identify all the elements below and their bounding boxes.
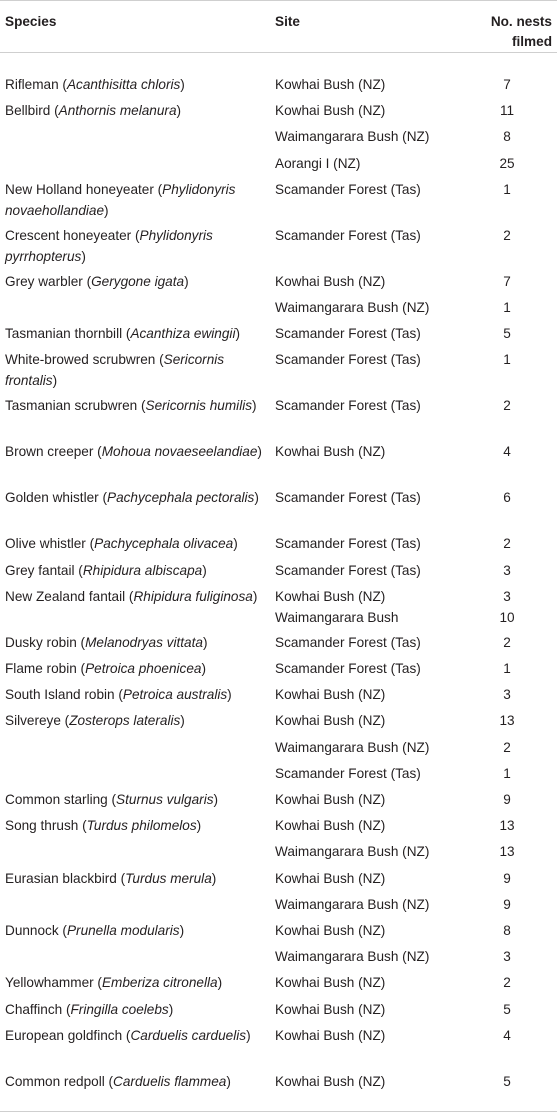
species-close-paren: ) <box>201 661 206 676</box>
species-close-paren: ) <box>176 103 182 119</box>
species-close-paren: ) <box>217 975 223 991</box>
cell-nests-filmed: 13 <box>499 818 515 834</box>
species-common-name: Chaffinch ( <box>5 1001 71 1017</box>
cell-nests-filmed: 13 <box>499 844 515 860</box>
cell-species <box>5 560 270 581</box>
cell-species <box>5 487 270 508</box>
cell-species <box>5 441 270 462</box>
cell-site: Kowhai Bush (NZ) <box>275 1073 386 1089</box>
cell-species <box>5 271 270 292</box>
table-row <box>0 179 557 225</box>
header-nests-line-1: No. nests <box>490 14 552 29</box>
cell-nests-filmed: 9 <box>503 792 511 807</box>
cell-site: Kowhai Bush (NZ) <box>275 77 386 92</box>
cell-nests-filmed: 1 <box>503 300 511 315</box>
cell-site: Kowhai Bush (NZ) <box>275 588 386 604</box>
species-common-name: Golden whistler ( <box>5 490 107 506</box>
cell-species <box>5 710 270 731</box>
species-scientific-name: Sturnus vulgaris <box>116 792 214 807</box>
cell-site: Scamander Forest (Tas) <box>275 661 421 676</box>
cell-nests-filmed: 1 <box>503 352 511 368</box>
species-common-name: Rifleman ( <box>5 77 67 92</box>
cell-species <box>5 179 270 221</box>
cell-nests-filmed: 2 <box>503 227 511 243</box>
table-bottom-rule <box>0 1111 557 1112</box>
species-common-name: South Island robin ( <box>5 687 123 703</box>
table-row <box>0 153 557 179</box>
species-close-paren: ) <box>235 326 241 342</box>
cell-nests-filmed: 2 <box>503 739 511 755</box>
cell-nests-filmed: 7 <box>503 77 511 92</box>
species-common-name: Grey fantail ( <box>5 562 83 578</box>
cell-species <box>5 100 270 121</box>
cell-nests-filmed: 9 <box>503 896 511 912</box>
species-scientific-name: Zosterops lateralis <box>69 713 181 729</box>
cell-nests-filmed: 3 <box>503 687 511 703</box>
species-close-paren: ) <box>227 687 232 703</box>
species-scientific-name: Phylidonyris novaehollandiae <box>5 181 236 218</box>
species-scientific-name: Fringilla coelebs <box>70 1001 169 1017</box>
species-common-name: Olive whistler ( <box>5 536 95 552</box>
species-close-paren: ) <box>252 398 257 414</box>
table-header <box>0 0 557 52</box>
species-scientific-name: Petroica australis <box>122 687 228 703</box>
cell-site: Kowhai Bush (NZ) <box>275 1027 386 1043</box>
cell-site: Kowhai Bush (NZ) <box>275 103 386 119</box>
cell-nests-filmed: 8 <box>503 129 511 145</box>
cell-nests-filmed: 3 <box>503 588 511 604</box>
table-row <box>0 487 557 533</box>
cell-site: Waimangarara Bush (NZ) <box>275 949 430 965</box>
species-common-name: New Zealand fantail ( <box>5 588 134 604</box>
table-row <box>0 271 557 297</box>
species-common-name: Crescent honeyeater ( <box>5 227 140 243</box>
cell-site: Kowhai Bush (NZ) <box>275 273 386 289</box>
species-close-paren: ) <box>179 923 185 938</box>
table-row <box>0 920 557 946</box>
cell-site: Scamander Forest (Tas) <box>275 326 421 342</box>
cell-species <box>5 1071 270 1092</box>
species-common-name: Common redpoll ( <box>5 1073 114 1089</box>
cell-site: Kowhai Bush (NZ) <box>275 975 386 991</box>
cell-nests-filmed: 8 <box>503 923 511 938</box>
table-header-rule <box>0 52 557 53</box>
table-row <box>0 684 557 710</box>
species-scientific-name: Phylidonyris pyrrhopterus <box>5 227 213 264</box>
cell-site: Kowhai Bush (NZ) <box>275 713 386 729</box>
table-row <box>0 297 557 323</box>
cell-site: Scamander Forest (Tas) <box>275 562 421 578</box>
table-row <box>0 1071 557 1097</box>
species-common-name: Dusky robin ( <box>5 634 86 650</box>
species-close-paren: ) <box>81 248 86 264</box>
species-close-paren: ) <box>180 77 185 92</box>
species-scientific-name: Pachycephala olivacea <box>94 536 234 552</box>
species-common-name: Dunnock ( <box>5 923 67 938</box>
cell-site: Kowhai Bush (NZ) <box>275 1001 386 1017</box>
species-close-paren: ) <box>211 870 217 886</box>
cell-species <box>5 658 270 679</box>
table-row <box>0 815 557 841</box>
species-common-name: New Holland honeyeater ( <box>5 181 163 197</box>
table-row <box>0 349 557 395</box>
cell-nests-filmed: 5 <box>503 1001 511 1017</box>
species-close-paren: ) <box>52 373 58 389</box>
table-row <box>0 737 557 763</box>
cell-nests-filmed: 3 <box>503 562 511 578</box>
table-row <box>0 225 557 271</box>
cell-nests-filmed: 1 <box>503 765 511 781</box>
table-row <box>0 632 557 658</box>
species-close-paren: ) <box>202 562 207 578</box>
table-row <box>0 658 557 684</box>
species-close-paren: ) <box>180 713 185 729</box>
table-row <box>0 395 557 441</box>
table-row <box>0 789 557 815</box>
cell-species <box>5 684 270 705</box>
table-row <box>0 999 557 1025</box>
cell-nests-filmed: 4 <box>503 444 511 460</box>
cell-site: Kowhai Bush (NZ) <box>275 792 386 807</box>
table-row <box>0 946 557 972</box>
table-row <box>0 894 557 920</box>
species-common-name: White-browed scrubwren ( <box>5 352 164 368</box>
cell-site: Kowhai Bush (NZ) <box>275 444 386 460</box>
cell-nests-filmed: 2 <box>503 398 511 414</box>
species-close-paren: ) <box>104 202 109 218</box>
cell-nests-filmed: 6 <box>503 490 511 506</box>
table-row <box>0 586 557 632</box>
header-site: Site <box>275 14 300 29</box>
cell-nests-filmed: 1 <box>503 181 511 197</box>
species-common-name: Yellowhammer ( <box>5 975 102 991</box>
species-close-paren: ) <box>168 1001 174 1017</box>
table-row <box>0 972 557 998</box>
table-row <box>0 533 557 559</box>
species-close-paren: ) <box>226 1073 231 1089</box>
cell-nests-filmed: 10 <box>499 609 515 625</box>
species-close-paren: ) <box>196 818 202 834</box>
table-row <box>0 74 557 100</box>
cell-species <box>5 323 270 344</box>
table-row <box>0 868 557 894</box>
species-scientific-name: Melanodryas vittata <box>85 634 203 650</box>
cell-site: Scamander Forest (Tas) <box>275 490 421 506</box>
cell-site: Scamander Forest (Tas) <box>275 634 421 650</box>
cell-site: Aorangi I (NZ) <box>275 155 361 171</box>
species-scientific-name: Petroica phoenicea <box>85 661 202 676</box>
species-scientific-name: Anthornis melanura <box>58 103 177 119</box>
cell-site: Kowhai Bush (NZ) <box>275 923 386 938</box>
cell-site: Scamander Forest (Tas) <box>275 227 421 243</box>
species-common-name: Grey warbler ( <box>5 273 92 289</box>
species-common-name: Brown creeper ( <box>5 444 102 460</box>
cell-species <box>5 632 270 653</box>
cell-species <box>5 789 270 810</box>
species-scientific-name: Pachycephala pectoralis <box>107 490 255 506</box>
cell-site: Waimangarara Bush <box>275 609 399 625</box>
cell-site: Waimangarara Bush (NZ) <box>275 129 430 145</box>
cell-nests-filmed: 5 <box>503 326 511 342</box>
cell-nests-filmed: 1 <box>503 661 511 676</box>
cell-species <box>5 920 270 941</box>
species-close-paren: ) <box>184 273 189 289</box>
species-close-paren: ) <box>202 634 208 650</box>
cell-site: Kowhai Bush (NZ) <box>275 687 386 703</box>
species-scientific-name: Emberiza citronella <box>101 975 218 991</box>
table-row <box>0 126 557 152</box>
cell-site: Scamander Forest (Tas) <box>275 398 421 414</box>
species-close-paren: ) <box>252 588 258 604</box>
cell-species <box>5 972 270 993</box>
cell-site: Kowhai Bush (NZ) <box>275 870 386 886</box>
cell-species <box>5 533 270 554</box>
table-row <box>0 763 557 789</box>
species-scientific-name: Mohoua novaeseelandiae <box>101 444 258 460</box>
species-scientific-name: Gerygone igata <box>91 273 185 289</box>
species-common-name: Eurasian blackbird ( <box>5 870 126 886</box>
species-scientific-name: Carduelis carduelis <box>130 1027 247 1043</box>
table-row <box>0 710 557 736</box>
species-common-name: Tasmanian thornbill ( <box>5 326 131 342</box>
cell-species <box>5 586 270 607</box>
cell-site: Kowhai Bush (NZ) <box>275 818 386 834</box>
species-scientific-name: Acanthiza ewingii <box>130 326 236 342</box>
species-scientific-name: Turdus philomelos <box>86 818 197 834</box>
species-close-paren: ) <box>257 444 262 460</box>
species-scientific-name: Prunella modularis <box>66 923 180 938</box>
header-nests-line-2: filmed <box>511 34 552 49</box>
cell-nests-filmed: 9 <box>503 870 511 886</box>
species-common-name: Song thrush ( <box>5 818 87 834</box>
cell-site: Scamander Forest (Tas) <box>275 181 421 197</box>
table-row <box>0 441 557 487</box>
cell-site: Waimangarara Bush (NZ) <box>275 844 430 860</box>
cell-site: Scamander Forest (Tas) <box>275 536 421 552</box>
species-scientific-name: Turdus merula <box>125 870 212 886</box>
cell-nests-filmed: 2 <box>503 536 511 552</box>
species-close-paren: ) <box>233 536 238 552</box>
species-close-paren: ) <box>246 1027 251 1043</box>
species-close-paren: ) <box>254 490 259 506</box>
header-nests-label <box>491 14 552 49</box>
species-common-name: Common starling ( <box>5 792 117 807</box>
species-scientific-name: Sericornis frontalis <box>5 352 225 389</box>
table-row <box>0 841 557 867</box>
cell-nests-filmed: 7 <box>503 273 511 289</box>
species-scientific-name: Acanthisitta chloris <box>66 77 181 92</box>
header-species: Species <box>5 14 57 29</box>
species-common-name: Tasmanian scrubwren ( <box>5 398 146 414</box>
cell-nests-filmed: 25 <box>499 155 515 171</box>
cell-nests-filmed: 13 <box>499 713 515 729</box>
species-scientific-name: Rhipidura fuliginosa <box>133 588 253 604</box>
cell-species <box>5 395 270 416</box>
cell-species <box>5 1025 270 1046</box>
cell-species <box>5 74 270 95</box>
species-common-name: European goldfinch ( <box>5 1027 131 1043</box>
species-scientific-name: Sericornis humilis <box>145 398 253 414</box>
species-common-name: Bellbird ( <box>5 103 59 119</box>
cell-nests-filmed: 3 <box>503 949 511 965</box>
cell-species <box>5 999 270 1020</box>
species-scientific-name: Carduelis flammea <box>113 1073 227 1089</box>
species-common-name: Flame robin ( <box>5 661 86 676</box>
cell-species <box>5 815 270 836</box>
species-common-name: Silvereye ( <box>5 713 70 729</box>
cell-site: Scamander Forest (Tas) <box>275 765 421 781</box>
cell-site: Waimangarara Bush (NZ) <box>275 896 430 912</box>
cell-site: Waimangarara Bush (NZ) <box>275 300 430 315</box>
cell-nests-filmed: 11 <box>499 103 515 119</box>
cell-nests-filmed: 4 <box>503 1027 511 1043</box>
table-row <box>0 1025 557 1071</box>
cell-species <box>5 349 270 391</box>
cell-nests-filmed: 2 <box>503 634 511 650</box>
table-row <box>0 100 557 126</box>
cell-species <box>5 225 270 267</box>
table-row <box>0 560 557 586</box>
cell-site: Waimangarara Bush (NZ) <box>275 739 430 755</box>
species-scientific-name: Rhipidura albiscapa <box>82 562 203 578</box>
table-row <box>0 323 557 349</box>
cell-nests-filmed: 2 <box>503 975 511 991</box>
cell-site: Scamander Forest (Tas) <box>275 352 421 368</box>
cell-nests-filmed: 5 <box>503 1073 511 1089</box>
cell-species <box>5 868 270 889</box>
species-close-paren: ) <box>213 792 219 807</box>
header-nests-filmed <box>442 12 552 52</box>
